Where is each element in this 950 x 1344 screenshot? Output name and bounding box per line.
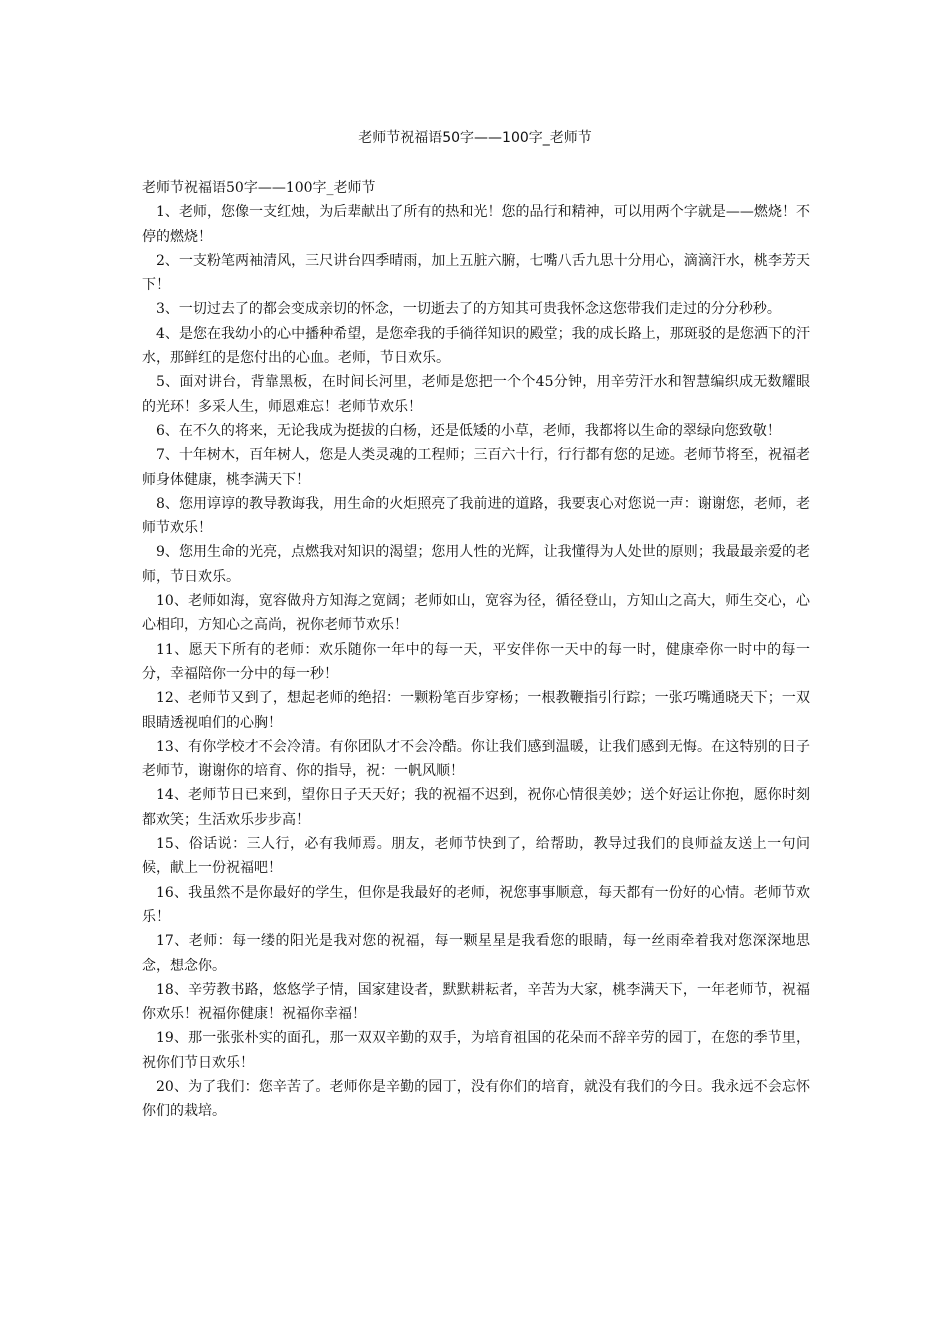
paragraph: 15、俗话说：三人行，必有我师焉。朋友，老师节快到了，给帮助，教导过我们的良师益友送上一句问候，献上一份祝福吧！ bbox=[142, 836, 810, 877]
paragraph: 11、愿天下所有的老师：欢乐随你一年中的每一天，平安伴你一天中的每一时，健康牵你一时中的每一分，幸福陪你一分中的每一秒！ bbox=[142, 641, 810, 682]
paragraph: 12、老师节又到了，想起老师的绝招：一颗粉笔百步穿杨；一根教鞭指引行踪；一张巧嘴通晓天下；一双眼睛透视咱们的心胸！ bbox=[142, 690, 810, 731]
paragraph: 14、老师节日已来到，望你日子天天好；我的祝福不迟到，祝你心情很美妙；送个好运让你抱，愿你时刻都欢笑；生活欢乐步步高！ bbox=[142, 787, 810, 828]
paragraph: 7、十年树木，百年树人，您是人类灵魂的工程师；三百六十行，行行都有您的足迹。老师节将至，祝福老师身体健康，桃李满天下！ bbox=[142, 447, 810, 488]
paragraph: 10、老师如海，宽容做舟方知海之宽阔；老师如山，宽容为径，循径登山，方知山之高大，师生交心，心心相印，方知心之高尚，祝你老师节欢乐！ bbox=[142, 593, 810, 634]
paragraph: 17、老师：每一缕的阳光是我对您的祝福，每一颗星星是我看您的眼睛，每一丝雨牵着我对您深深地思念，想念你。 bbox=[142, 933, 810, 974]
paragraph: 3、一切过去了的都会变成亲切的怀念，一切逝去了的方知其可贵我怀念这您带我们走过的分分秒秒。 bbox=[156, 301, 781, 318]
document-subtitle: 老师节祝福语50字——100字_老师节 bbox=[142, 180, 376, 196]
paragraph: 9、您用生命的光亮，点燃我对知识的渴望；您用人性的光辉，让我懂得为人处世的原则；我最最亲爱的老师，节日欢乐。 bbox=[142, 544, 810, 585]
paragraph: 19、那一张张朴实的面孔，那一双双辛勤的双手，为培育祖国的花朵而不辞辛劳的园丁，在您的季节里，祝你们节日欢乐！ bbox=[142, 1030, 810, 1071]
paragraph: 4、是您在我幼小的心中播种希望，是您牵我的手徜徉知识的殿堂；我的成长路上，那斑驳的是您洒下的汗水，那鲜红的是您付出的心血。老师，节日欢乐。 bbox=[142, 325, 810, 367]
paragraph: 18、辛劳教书路，悠悠学子情，国家建设者，默默耕耘者，辛苦为大家，桃李满天下，一年老师节，祝福你欢乐！祝福你健康！祝福你幸福！ bbox=[142, 981, 810, 1023]
document-body bbox=[142, 176, 810, 1124]
paragraph: 6、在不久的将来，无论我成为挺拔的白杨，还是低矮的小草，老师，我都将以生命的翠绿向您致敬！ bbox=[156, 422, 781, 439]
paragraph: 20、为了我们：您辛苦了。老师你是辛勤的园丁，没有你们的培育，就没有我们的今日。我永远不会忘怀你们的栽培。 bbox=[142, 1078, 810, 1120]
document-title: 老师节祝福语50字——100字_老师节 bbox=[358, 130, 592, 146]
paragraph: 5、面对讲台，背靠黑板，在时间长河里，老师是您把一个个45分钟，用辛劳汗水和智慧编织成无数耀眼的光环！多采人生，师恩难忘！老师节欢乐！ bbox=[142, 374, 810, 415]
paragraph: 1、老师，您像一支红烛，为后辈献出了所有的热和光！您的品行和精神，可以用两个字就是——燃烧！不停的燃烧！ bbox=[142, 204, 810, 245]
paragraph: 8、您用谆谆的教导教诲我，用生命的火炬照亮了我前进的道路，我要衷心对您说一声：谢谢您，老师，老师节欢乐！ bbox=[142, 495, 810, 537]
paragraph: 16、我虽然不是你最好的学生，但你是我最好的老师，祝您事事顺意，每天都有一份好的心情。老师节欢乐！ bbox=[142, 884, 810, 925]
paragraph: 13、有你学校才不会冷清。有你团队才不会冷酷。你让我们感到温暖，让我们感到无悔。在这特别的日子老师节，谢谢你的培育、你的指导，祝：一帆风顺！ bbox=[142, 738, 810, 780]
paragraph: 2、一支粉笔两袖清风，三尺讲台四季晴雨，加上五脏六腑，七嘴八舌九思十分用心，滴滴汗水，桃李芳天下！ bbox=[142, 252, 810, 294]
